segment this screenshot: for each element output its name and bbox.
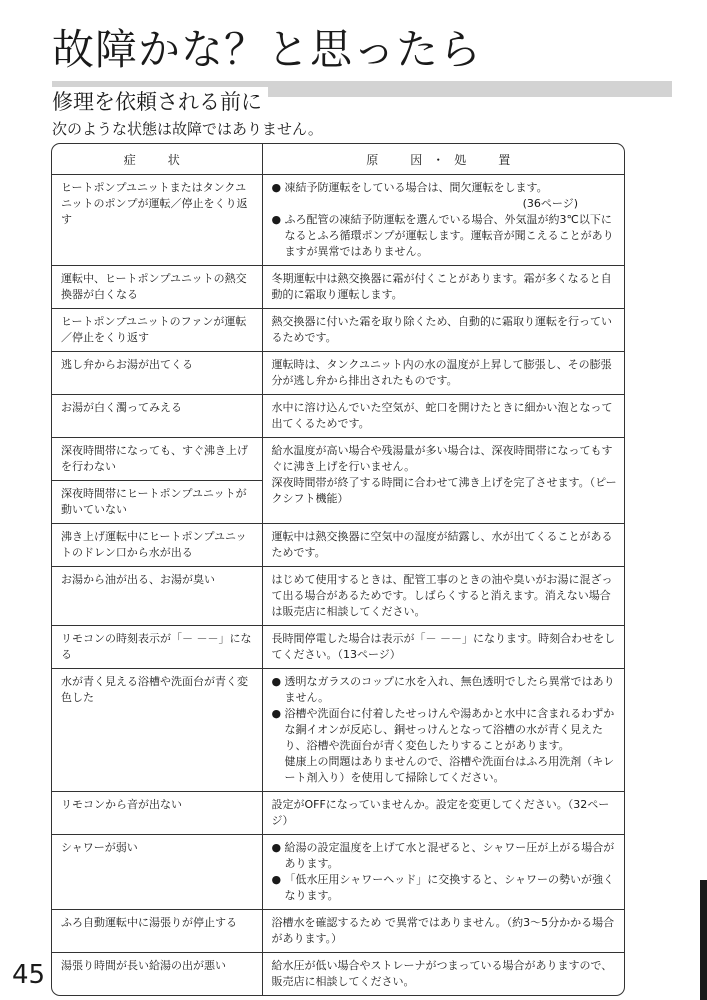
table-row: [52, 567, 624, 626]
symptom-cell: ヒートポンプユニットまたはタンクユニットのポンプが運転／停止をくり返す: [61, 181, 248, 226]
table-row: [52, 669, 624, 792]
cause-cell: 熱交換器に付いた霜を取り除くため、自動的に霜取り運転を行っているためです。: [262, 309, 624, 352]
troubleshooting-table: [51, 143, 625, 996]
symptom-cell: 深夜時間帯にヒートポンプユニットが動いていない: [52, 481, 262, 524]
cause-cell: 長時間停電した場合は表示が「－ －－」になります。時刻合わせをしてください。（13ページ）: [262, 626, 624, 669]
bullet-item: ● 「低水圧用シャワーヘッド」に交換すると、シャワーの勢いが強くなります。: [271, 873, 615, 902]
symptom-cell: お湯から油が出る、お湯が臭い: [52, 567, 262, 626]
table-row: [52, 175, 624, 266]
page-number: 45: [12, 960, 46, 990]
cause-cell: 冬期運転中は熱交換器に霜が付くことがあります。霜が多くなると自動的に霜取り運転します。: [262, 266, 624, 309]
bullet-item: ● 浴槽や洗面台に付着したせっけんや湯あかと水中に含まれるわずかな銅イオンが反応し、銅せっけんとなって浴槽の水が青く見えたり、浴槽や洗面台が青く変色したりすることがあります。: [271, 707, 615, 752]
symptom-cell: 深夜時間帯になっても、すぐ沸き上げを行わない: [52, 438, 262, 481]
table-row: [52, 626, 624, 669]
symptom-cell: リモコンから音が出ない: [52, 792, 262, 835]
cause-cell: [262, 175, 624, 266]
cause-cell: 浴槽水を確認するため で異常ではありません。（約3～5分かかる場合があります。）: [262, 910, 624, 953]
bullet-icon: ●: [271, 675, 282, 688]
cause-cell: 設定がOFFになっていませんか。設定を変更してください。（32ページ）: [262, 792, 624, 835]
cause-cell: 水中に溶け込んでいた空気が、蛇口を開けたときに細かい泡となって出てくるためです。: [262, 395, 624, 438]
intro-text: 次のような状態は故障ではありません。: [52, 120, 323, 138]
cause-cell: 給水圧が低い場合やストレーナがつまっている場合がありますので、販売店に相談してください。: [262, 953, 624, 996]
table-row: [52, 953, 624, 996]
bullet-icon: ●: [271, 213, 282, 226]
bullet-item: ● 透明なガラスのコップに水を入れ、無色透明でしたら異常ではありません。: [271, 675, 615, 704]
cause-cell: 運転時は、タンクユニット内の水の温度が上昇して膨張し、その膨張分が逃し弁から排出されたものです。: [262, 352, 624, 395]
symptom-column-header: 症 状: [52, 144, 262, 175]
cause-cell: はじめて使用するときは、配管工事のときの油や臭いがお湯に混ざって出る場合があるためです。しばらくすると消えます。消えない場合は販売店に相談してください。: [262, 567, 624, 626]
bullet-icon: ●: [271, 707, 282, 720]
table-row: [52, 438, 624, 481]
symptom-cell: 運転中、ヒートポンプユニットの熱交換器が白くなる: [52, 266, 262, 309]
page-edge-tab: [700, 880, 707, 1000]
symptom-cell: 水が青く見える浴槽や洗面台が青く変色した: [52, 669, 262, 792]
cause-cell: 運転中は熱交換器に空気中の湿度が結露し、水が出てくることがあるためです。: [262, 524, 624, 567]
table-row: [52, 835, 624, 910]
cause-cell: [262, 669, 624, 792]
cause-cell: [262, 438, 624, 524]
section-subtitle: 修理を依頼される前に: [52, 87, 268, 117]
bullet-note: 健康上の問題はありませんので、浴槽や洗面台はふろ用洗剤（キレート剤入り）を使用して掃除してください。: [284, 755, 615, 784]
symptom-cell: 湯張り時間が長い給湯の出が悪い: [52, 953, 262, 996]
cause-text: 給水温度が高い場合や残湯量が多い場合は、深夜時間帯になってもすぐに沸き上げを行いません。: [271, 444, 613, 473]
table-row: [52, 792, 624, 835]
symptom-cell: 沸き上げ運転中にヒートポンプユニットのドレン口から水が出る: [52, 524, 262, 567]
symptom-cell: 逃し弁からお湯が出てくる: [52, 352, 262, 395]
page-reference: (36ページ): [522, 197, 578, 210]
table-row: [52, 309, 624, 352]
table-row: [52, 910, 624, 953]
cause-cell: [262, 835, 624, 910]
bullet-item: ● 凍結予防運転をしている場合は、間欠運転をします。: [271, 181, 548, 194]
symptom-cell: ヒートポンプユニットのファンが運転／停止をくり返す: [52, 309, 262, 352]
bullet-item: ● 給湯の設定温度を上げて水と混ぜると、シャワー圧が上がる場合があります。: [271, 841, 615, 870]
bullet-icon: ●: [271, 841, 282, 854]
page-title: 故障かな？と思ったら: [52, 25, 483, 74]
bullet-icon: ●: [271, 873, 282, 886]
cause-text: 深夜時間帯が終了する時間に合わせて沸き上げを完了させます。（ピークシフト機能）: [271, 476, 617, 505]
bullet-item: ● ふろ配管の凍結予防運転を選んでいる場合、外気温が約3℃以下になるとふろ循環ポンプが運転します。運転音が聞こえることがありますが異常ではありません。: [271, 213, 614, 258]
table-row: [52, 395, 624, 438]
table-row: [52, 524, 624, 567]
table-row: [52, 266, 624, 309]
symptom-cell: お湯が白く濁ってみえる: [52, 395, 262, 438]
symptom-cell: シャワーが弱い: [52, 835, 262, 910]
table-row: [52, 352, 624, 395]
symptom-cell: リモコンの時刻表示が「－ －－」になる: [52, 626, 262, 669]
cause-column-header: 原 因・処 置: [262, 144, 624, 175]
symptom-cell: ふろ自動運転中に湯張りが停止する: [52, 910, 262, 953]
bullet-icon: ●: [271, 181, 282, 194]
